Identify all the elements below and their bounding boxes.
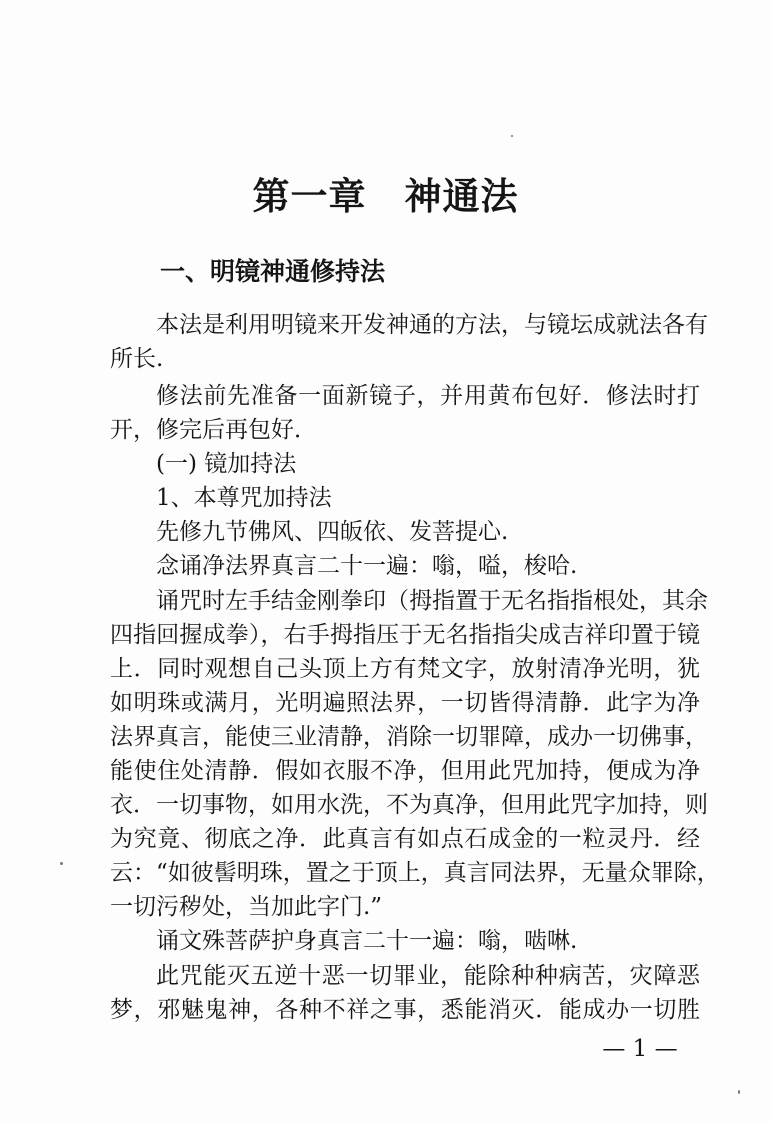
body-line: 诵文殊菩萨护身真言二十一遍：嗡，啮啉. [156,928,578,954]
body-line: 一切污秽处，当加此字门.” [110,894,383,920]
body-line: 能使住处清静．假如衣服不净，但用此咒加持，便成为净 [110,758,700,784]
body-line: 法界真言，能使三业清静，消除一切罪障，成办一切佛事， [110,724,708,750]
body-line: 修法前先准备一面新镜子，并用黄布包好．修法时打 [156,383,700,409]
body-line: 云：“如彼髻明珠，置之于顶上，真言同法界，无量众罪除， [110,860,720,886]
body-line: 所长. [110,346,164,372]
section-title: 一、明镜神通修持法 [160,257,386,286]
body-line: 开，修完后再包好． [110,417,317,443]
body-line: 四指回握成拳），右手拇指压于无名指指尖成吉祥印置于镜 [110,622,700,648]
body-line: 上．同时观想自己头顶上方有梵文字，放射清净光明，犹 [110,656,700,682]
chapter-title: 第一章 神通法 [252,175,519,218]
scan-speck [738,1090,740,1094]
body-line: 诵咒时左手结金刚拳印（拇指置于无名指指根处，其余 [156,588,708,614]
body-line: 此咒能灭五逆十恶一切罪业，能除种种病苦，灾障恶 [156,963,700,989]
subsection-heading: 1、本尊咒加持法 [156,485,332,511]
body-line: 衣．一切事物，如用水洗，不为真净，但用此咒字加持，则 [110,792,708,818]
scan-speck [511,135,513,137]
scan-speck [60,862,63,865]
subsection-heading: (一) 镜加持法 [156,451,297,477]
body-line: 先修九节佛风、四皈依、发菩提心. [156,519,509,545]
body-line: 念诵净法界真言二十一遍：嗡，嗌，梭哈. [156,553,578,579]
body-line: 梦，邪魅鬼神，各种不祥之事，悉能消灭．能成办一切胜 [110,997,700,1023]
body-line: 如明珠或满月，光明遍照法界，一切皆得清静．此字为净 [110,690,700,716]
page-number: — 1 — [602,1036,678,1062]
body-line: 为究竟、彻底之净．此真言有如点石成金的一粒灵丹．经 [110,826,700,852]
body-line: 本法是利用明镜来开发神通的方法，与镜坛成就法各有 [156,312,708,338]
